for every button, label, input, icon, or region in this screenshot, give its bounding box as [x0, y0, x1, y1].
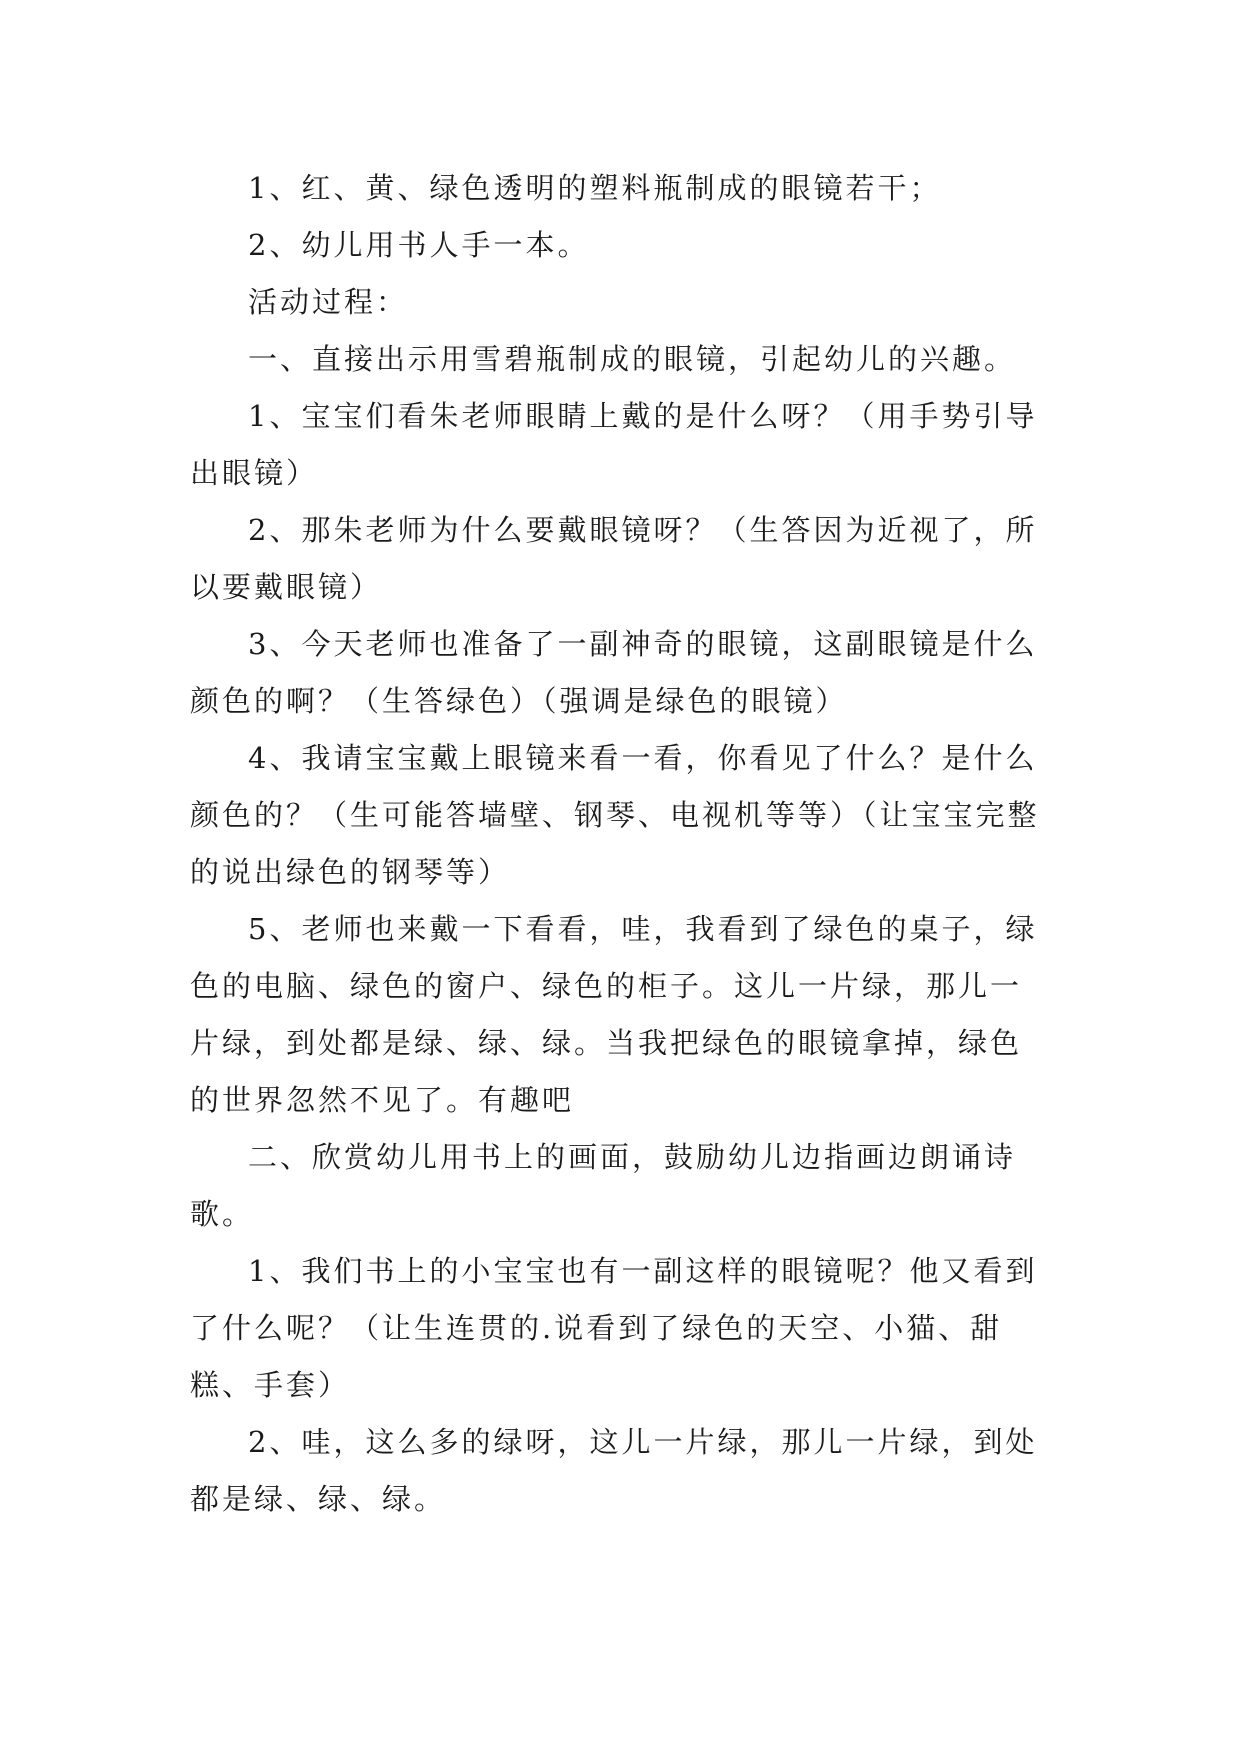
section-heading-step-1: 一、直接出示用雪碧瓶制成的眼镜，引起幼儿的兴趣。: [248, 342, 1017, 376]
paragraph-step-1-4: 4、我请宝宝戴上眼镜来看一看，你看见了什么？是什么颜色的？（生可能答墙壁、钢琴、电视机等等）（让宝宝完整的说出绿色的钢琴等）: [190, 741, 1040, 889]
paragraph-materials-1: 1、红、黄、绿色透明的塑料瓶制成的眼镜若干；: [248, 171, 942, 205]
section-heading-process: 活动过程：: [248, 285, 409, 319]
section-heading-step-2: 二、欣赏幼儿用书上的画面，鼓励幼儿边指画边朗诵诗歌。: [190, 1140, 1017, 1231]
paragraph-materials-2: 2、幼儿用书人手一本。: [248, 228, 590, 262]
paragraph-step-2-2: 2、哇，这么多的绿呀，这儿一片绿，那儿一片绿，到处都是绿、绿、绿。: [190, 1425, 1038, 1516]
paragraph-step-1-3: 3、今天老师也准备了一副神奇的眼镜，这副眼镜是什么颜色的啊？（生答绿色）（强调是绿色的眼镜）: [190, 627, 1038, 718]
paragraph-step-1-5: 5、老师也来戴一下看看，哇，我看到了绿色的桌子，绿色的电脑、绿色的窗户、绿色的柜子。这儿一片绿，那儿一片绿，到处都是绿、绿、绿。当我把绿色的眼镜拿掉，绿色的世界忽然不见了。有趣吧: [190, 912, 1038, 1117]
paragraph-step-1-1: 1、宝宝们看朱老师眼睛上戴的是什么呀？（用手势引导出眼镜）: [190, 399, 1038, 490]
paragraph-step-2-1: 1、我们书上的小宝宝也有一副这样的眼镜呢？他又看到了什么呢？（让生连贯的.说看到了绿色的天空、小猫、甜糕、手套）: [190, 1254, 1038, 1402]
paragraph-step-1-2: 2、那朱老师为什么要戴眼镜呀？（生答因为近视了，所以要戴眼镜）: [190, 513, 1038, 604]
document-body: [190, 160, 1050, 1528]
